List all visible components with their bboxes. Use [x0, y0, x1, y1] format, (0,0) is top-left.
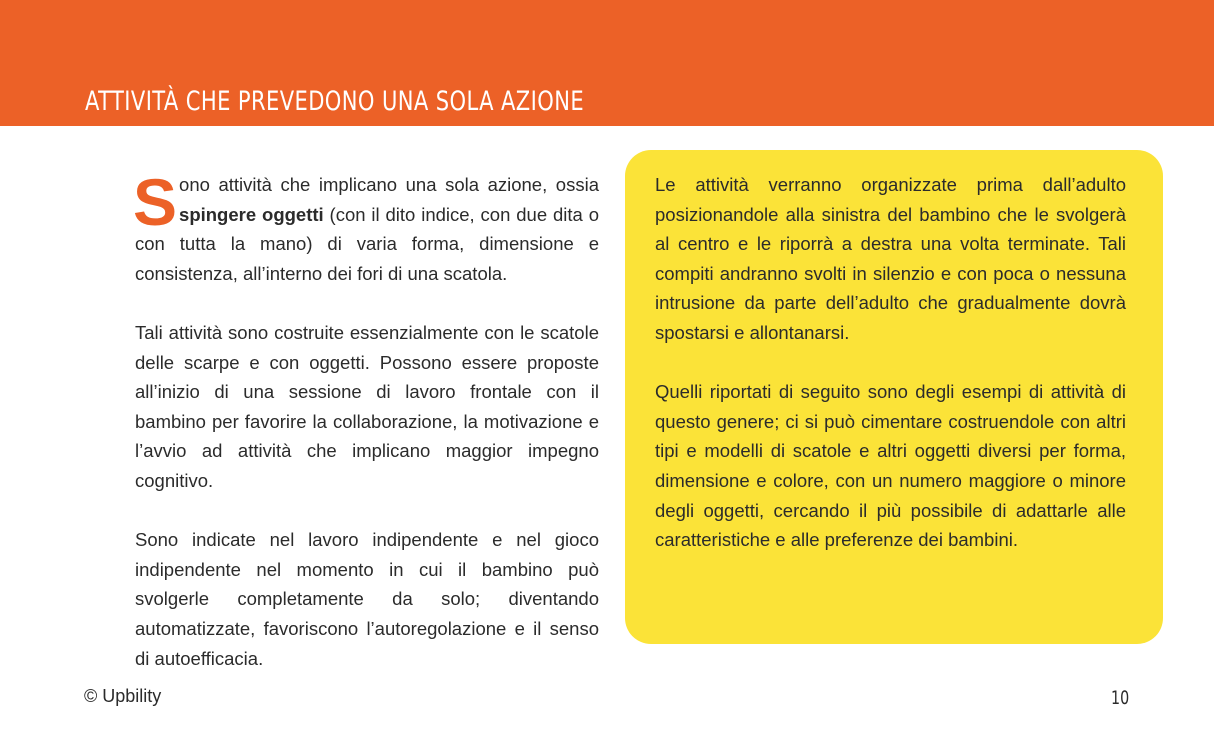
body-paragraph-2: Tali attività sono costruite essenzialmente con le scatole delle scarpe e con oggetti. Possono essere proposte all’inizio di una sessione di lavoro frontale con il bambino per favorire la collaborazione, la motivazione e l’avvio ad attività che implicano maggior impegno cognitivo.	[135, 321, 599, 491]
intro-text-start: ono attività che implicano una sola azione, ossia	[179, 174, 599, 195]
callout-text	[655, 170, 1126, 584]
intro-paragraph	[133, 165, 599, 288]
intro-text-end: (con il dito indice, con due dita o con tutta la mano) di varia forma, dimensione e consistenza, all’interno dei fori di una scatola.	[135, 203, 599, 284]
callout-box	[625, 150, 1163, 644]
drop-cap: S	[133, 165, 178, 239]
callout-paragraph-2: Quelli riportati di seguito sono degli esempi di attività di questo genere; ci si può cimentare costruendole con altri tipi e modelli di scatole e altri oggetti diversi per forma, dimensione e colore, con un numero maggiore o minore degli oggetti, cercando il più possibile di adattarle alle caratteristiche e alle preferenze dei bambini.	[655, 381, 1126, 551]
page-title: ATTIVITÀ CHE PREVEDONO UNA SOLA AZIONE	[85, 86, 585, 117]
intro-bold-phrase: spingere oggetti	[179, 203, 324, 225]
page-number: 10	[1111, 687, 1130, 709]
copyright-notice: © Upbility	[84, 686, 162, 706]
main-text-column	[133, 165, 599, 703]
header-band	[0, 0, 1214, 126]
callout-paragraph-1: Le attività verranno organizzate prima dall’adulto posizionandole alla sinistra del bambino che le svolgerà al centro e le riporrà a destra una volta terminate. Tali compiti andranno svolti in silenzio e con poca o nessuna intrusione da parte dell’adulto che gradualmente dovrà spostarsi e allontanarsi.	[655, 174, 1126, 343]
body-paragraph-3: Sono indicate nel lavoro indipendente e nel gioco indipendente nel momento in cui il bambino può svolgerle completamente da solo; diventando automatizzate, favoriscono l’autoregolazione e il senso di autoefficacia.	[135, 529, 599, 669]
